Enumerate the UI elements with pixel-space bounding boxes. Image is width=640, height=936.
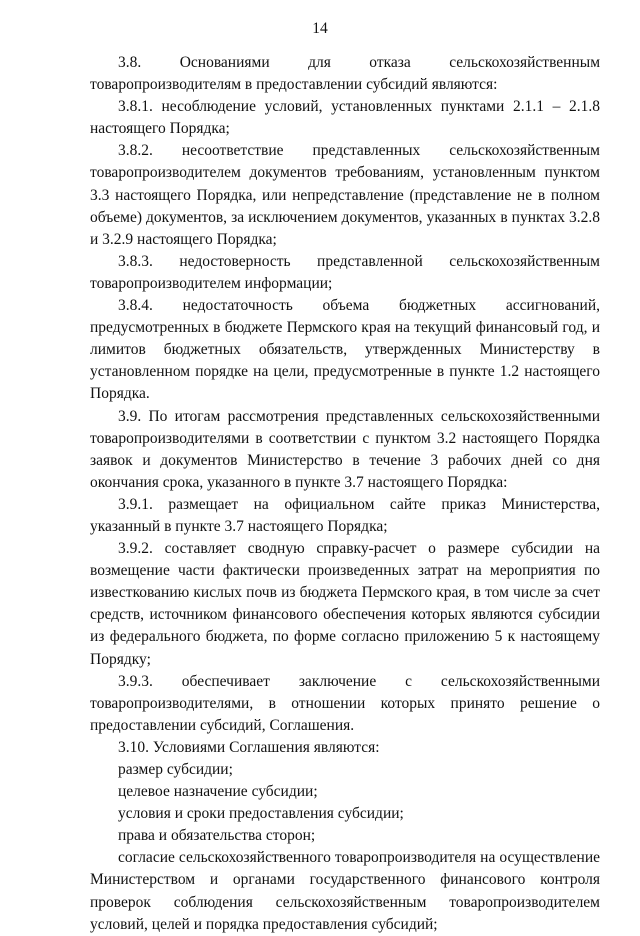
paragraph-3-10: 3.10. Условиями Соглашения являются: bbox=[118, 738, 380, 756]
paragraph-3-9-3: 3.9.3. обеспечивает заключение с сельскохозяйственными товаропроизводителями, в отношении которых принято решение о предоставлении субсидий, Соглашения. bbox=[90, 672, 600, 734]
paragraph-consent: согласие сельскохозяйственного товаропроизводителя на осуществление Министерством и органами государственного финансового контроля проверок соблюдения сельскохозяйственным товаропроизводителем условий, целей и порядка предоставления субсидий; bbox=[90, 849, 600, 933]
condition-item: размер субсидии; bbox=[118, 761, 233, 778]
condition-item: права и обязательства сторон; bbox=[118, 827, 316, 845]
condition-item: целевое назначение субсидии; bbox=[118, 783, 318, 801]
paragraph-3-8-2: 3.8.2. несоответствие представленных сельскохозяйственным товаропроизводителем документов требованиям, установленным пунктом 3.3 настоящего Порядка, или непредставление (представление не в полном объеме) документов, за исключением документов, указанных в пунктах 3.2.8 и 3.2.9 настоящего Порядка; bbox=[90, 142, 600, 248]
condition-item: условия и сроки предоставления субсидии; bbox=[118, 805, 404, 823]
paragraph-3-8-4: 3.8.4. недостаточность объема бюджетных ассигнований, предусмотренных в бюджете Пермского края на текущий финансовый год, и лимитов бюджетных обязательств, утвержденных Министерству в установленном порядке на цели, предусмотренные в пункте 1.2 настоящего Порядка. bbox=[90, 297, 600, 403]
paragraph-3-9: 3.9. По итогам рассмотрения представленных сельскохозяйственными товаропроизводителями в соответствии с пунктом 3.2 настоящего Порядка заявок и документов Министерство в течение 3 рабочих дней со дня окончания срока, указанного в пункте 3.7 настоящего Порядка: bbox=[90, 407, 600, 491]
paragraph-3-8-1: 3.8.1. несоблюдение условий, установленных пунктами 2.1.1 – 2.1.8 настоящего Порядка; bbox=[90, 98, 600, 138]
paragraph-3-8-3: 3.8.3. недостоверность представленной сельскохозяйственным товаропроизводителем информации; bbox=[90, 252, 600, 292]
document-body bbox=[90, 52, 600, 936]
page-number: 14 bbox=[312, 20, 328, 37]
paragraph-3-8: 3.8. Основаниями для отказа сельскохозяйственным товаропроизводителям в предоставлении субсидий являются: bbox=[90, 54, 600, 94]
paragraph-3-9-2: 3.9.2. составляет сводную справку-расчет о размере субсидии на возмещение части фактически произведенных затрат на мероприятия по известкованию кислых почв из бюджета Пермского края, в том числе за счет средств, источником финансового обеспечения которых являются субсидии из федерального бюджета, по форме согласно приложению 5 к настоящему Порядку; bbox=[90, 540, 600, 668]
paragraph-3-9-1: 3.9.1. размещает на официальном сайте приказ Министерства, указанный в пункте 3.7 настоящего Порядка; bbox=[90, 495, 600, 535]
